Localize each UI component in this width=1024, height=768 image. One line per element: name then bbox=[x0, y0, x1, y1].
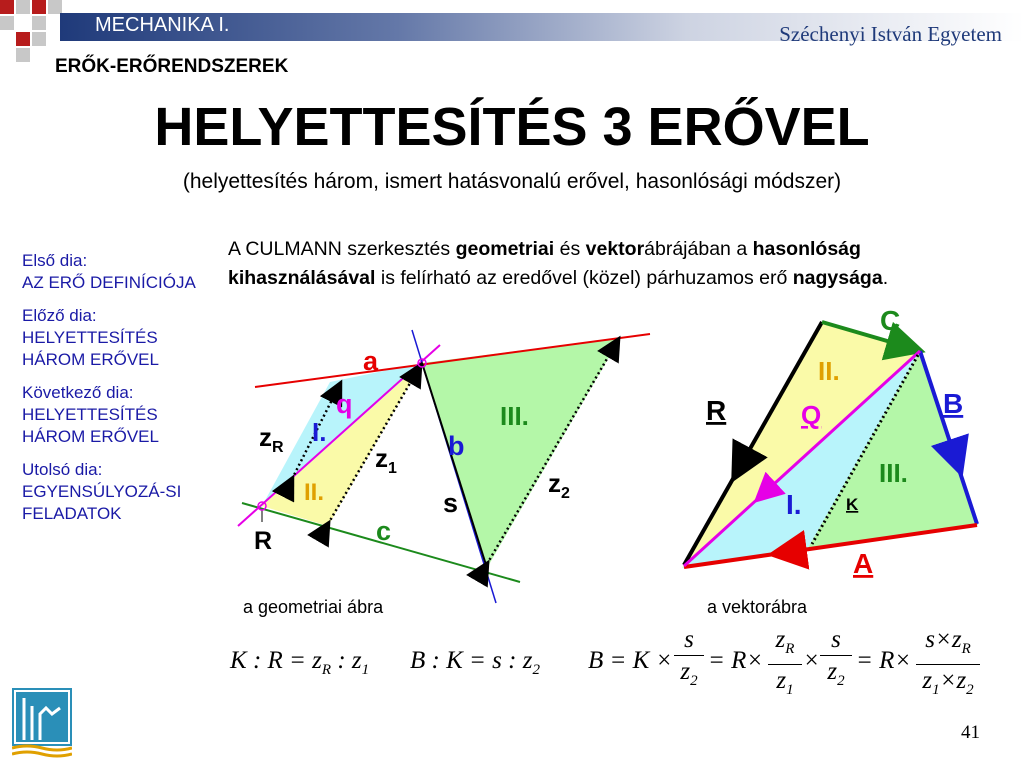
label-C: C bbox=[880, 305, 901, 336]
label-zR: $z_R$ bbox=[259, 422, 284, 456]
label-a: a bbox=[363, 346, 379, 376]
label-II: II. bbox=[304, 479, 325, 506]
nav-target[interactable]: HELYETTESÍTÉS HÁROM ERŐVEL bbox=[22, 328, 159, 369]
intro-text: is felírható az eredővel (közel) párhuzamos erő bbox=[375, 267, 793, 289]
label-K-vec: K bbox=[846, 495, 859, 514]
course-title: MECHANIKA I. bbox=[95, 14, 230, 36]
label-A-vec: A bbox=[853, 548, 874, 579]
chapter-title: ERŐK-ERŐRENDSZEREK bbox=[55, 56, 289, 77]
f3-term: B = K × bbox=[588, 647, 673, 674]
f3-frac-s-z2: $\frac{s}{z_2}$ bbox=[820, 625, 852, 697]
university-logo-icon bbox=[12, 688, 72, 760]
intro-text: A CULMANN szerkesztés bbox=[228, 238, 456, 260]
nav-caption: Következő dia: bbox=[22, 383, 134, 402]
intro-text: és bbox=[554, 238, 586, 260]
label-Q-vec: Q bbox=[801, 400, 822, 430]
f3-frac-zR-z1: $\frac{z_R}{z_1}$ bbox=[768, 625, 802, 706]
nav-target[interactable]: EGYENSÚLYOZÁ-SI FELADATOK bbox=[22, 482, 182, 523]
nav-target[interactable]: AZ ERŐ DEFINÍCIÓJA bbox=[22, 273, 196, 292]
label-I-vec: I. bbox=[786, 489, 802, 520]
label-z1: $z_1$ bbox=[375, 443, 397, 477]
label-c: c bbox=[376, 516, 392, 546]
vector-A-arrow bbox=[775, 552, 790, 554]
label-B-vec: B bbox=[943, 388, 964, 419]
intro-bold: vektor bbox=[585, 238, 645, 260]
page-title: HELYETTESÍTÉS 3 ERŐVEL bbox=[154, 97, 870, 157]
formula-B-result bbox=[588, 625, 998, 715]
label-II-vec: II. bbox=[818, 356, 840, 386]
label-III-vec: III. bbox=[879, 458, 908, 488]
university-name: Széchenyi István Egyetem bbox=[779, 22, 1002, 46]
nav-caption: Utolsó dia: bbox=[22, 460, 103, 479]
label-R-vec: R bbox=[706, 395, 727, 426]
label-R: R bbox=[254, 527, 273, 555]
intro-text: ábrájában a bbox=[644, 238, 753, 260]
intro-bold: nagysága bbox=[792, 267, 883, 289]
label-z2: $z_2$ bbox=[548, 468, 570, 502]
f3-frac-s-z2: $\frac{s}{z_2}$ bbox=[674, 625, 704, 697]
vector-caption: a vektorábra bbox=[707, 597, 808, 617]
geometric-caption: a geometriai ábra bbox=[243, 597, 384, 617]
f3-term: = R× bbox=[856, 647, 912, 674]
nav-caption: Előző dia: bbox=[22, 306, 97, 325]
vector-figure bbox=[682, 305, 978, 579]
label-b: b bbox=[448, 431, 465, 461]
page-subtitle: (helyettesítés három, ismert hatásvonalú erővel, hasonlósági módszer) bbox=[182, 170, 842, 193]
formula-B-ratio: B : K = s : $z_2$ bbox=[410, 647, 540, 678]
label-I: I. bbox=[312, 417, 327, 447]
f3-term: = R× bbox=[708, 647, 764, 674]
page-number: 41 bbox=[961, 722, 980, 743]
intro-text: . bbox=[882, 267, 889, 289]
label-q: q bbox=[336, 389, 353, 419]
geometric-figure bbox=[238, 330, 650, 603]
formula-K-ratio: K : $R = z_R$ : $z_1$ bbox=[230, 647, 370, 678]
label-III: III. bbox=[500, 401, 529, 431]
nav-caption: Első dia: bbox=[22, 251, 88, 270]
intro-bold: geometriai bbox=[455, 238, 555, 260]
label-s: s bbox=[443, 488, 459, 518]
f3-frac-main: $\frac{s\times z_R}{z_1\times z_2}$ bbox=[916, 625, 980, 706]
nav-target[interactable]: HELYETTESÍTÉS HÁROM ERŐVEL bbox=[22, 405, 159, 446]
intro-bold: hasonlóság kihasználásával bbox=[228, 238, 861, 289]
f3-term: × bbox=[803, 647, 820, 674]
